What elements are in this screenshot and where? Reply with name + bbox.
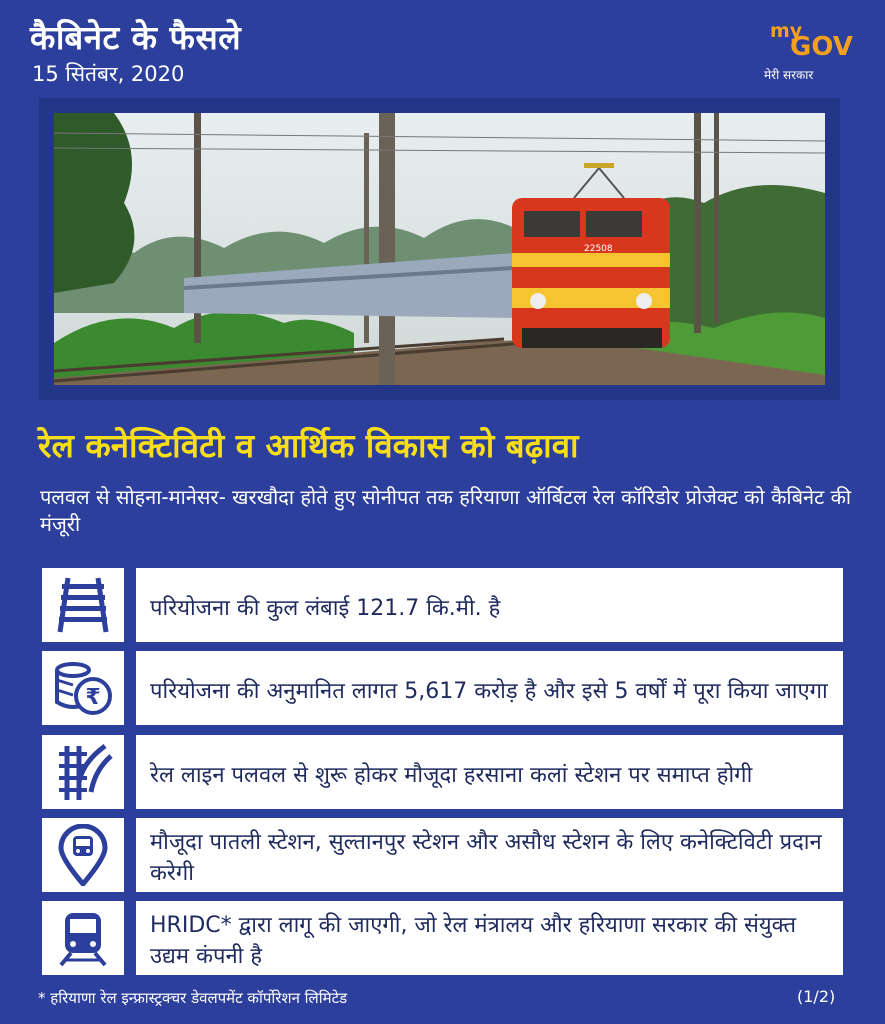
point-text-box (136, 568, 843, 642)
rupee-coins-icon (53, 658, 113, 718)
logo-my: my (770, 20, 803, 42)
railway-track-icon (54, 576, 112, 634)
photo-frame (39, 98, 840, 400)
point-icon-box (42, 651, 124, 725)
point-text-box (136, 818, 843, 892)
page-title: कैबिनेट के फैसले (30, 18, 242, 57)
svg-text:₹: ₹ (85, 685, 101, 710)
point-icon-box (42, 568, 124, 642)
footnote: * हरियाणा रेल इन्फ्रास्ट्रक्चर डेवलपमेंट कॉर्पोरेशन लिमिटेड (38, 989, 348, 1007)
publish-date: 15 सितंबर, 2020 (32, 62, 185, 86)
point-text-box (136, 735, 843, 809)
point-text: मौजूदा पातली स्टेशन, सुल्तानपुर स्टेशन और असौध स्टेशन के लिए कनेक्टिविटी प्रदान करेगी (150, 830, 822, 886)
point-icon-box (42, 901, 124, 975)
headline: रेल कनेक्टिविटी व आर्थिक विकास को बढ़ावा (38, 426, 579, 465)
point-icon-box (42, 818, 124, 892)
logo-gov: GOV (790, 32, 853, 62)
subheadline: पलवल से सोहना-मानेसर- खरखौदा होते हुए सोनीपत तक हरियाणा ऑर्बिटल रेल कॉरिडोर प्रोजेक्ट को कैबिनेट की मंजूरी (40, 485, 852, 536)
point-text: HRIDC* द्वारा लागू की जाएगी, जो रेल मंत्रालय और हरियाणा सरकार की संयुक्त उद्यम कंपनी है (150, 913, 797, 969)
rail-junction-icon (53, 742, 113, 802)
logo-tagline: मेरी सरकार (764, 68, 814, 82)
page-indicator: (1/2) (797, 987, 836, 1006)
point-text-box (136, 651, 843, 725)
point-text-box (136, 901, 843, 975)
point-text: रेल लाइन पलवल से शुरू होकर मौजूदा हरसाना कलां स्टेशन पर समाप्त होगी (150, 762, 753, 788)
train-location-pin-icon (55, 824, 111, 886)
mygov-logo[interactable] (760, 18, 860, 88)
point-text: परियोजना की अनुमानित लागत 5,617 करोड़ है और इसे 5 वर्षों में पूरा किया जाएगा (150, 678, 828, 704)
train-front-icon (55, 909, 111, 967)
train-photo (54, 113, 825, 385)
point-icon-box (42, 735, 124, 809)
locomotive-number: 22508 (584, 244, 613, 254)
point-text: परियोजना की कुल लंबाई 121.7 कि.मी. है (150, 595, 501, 621)
